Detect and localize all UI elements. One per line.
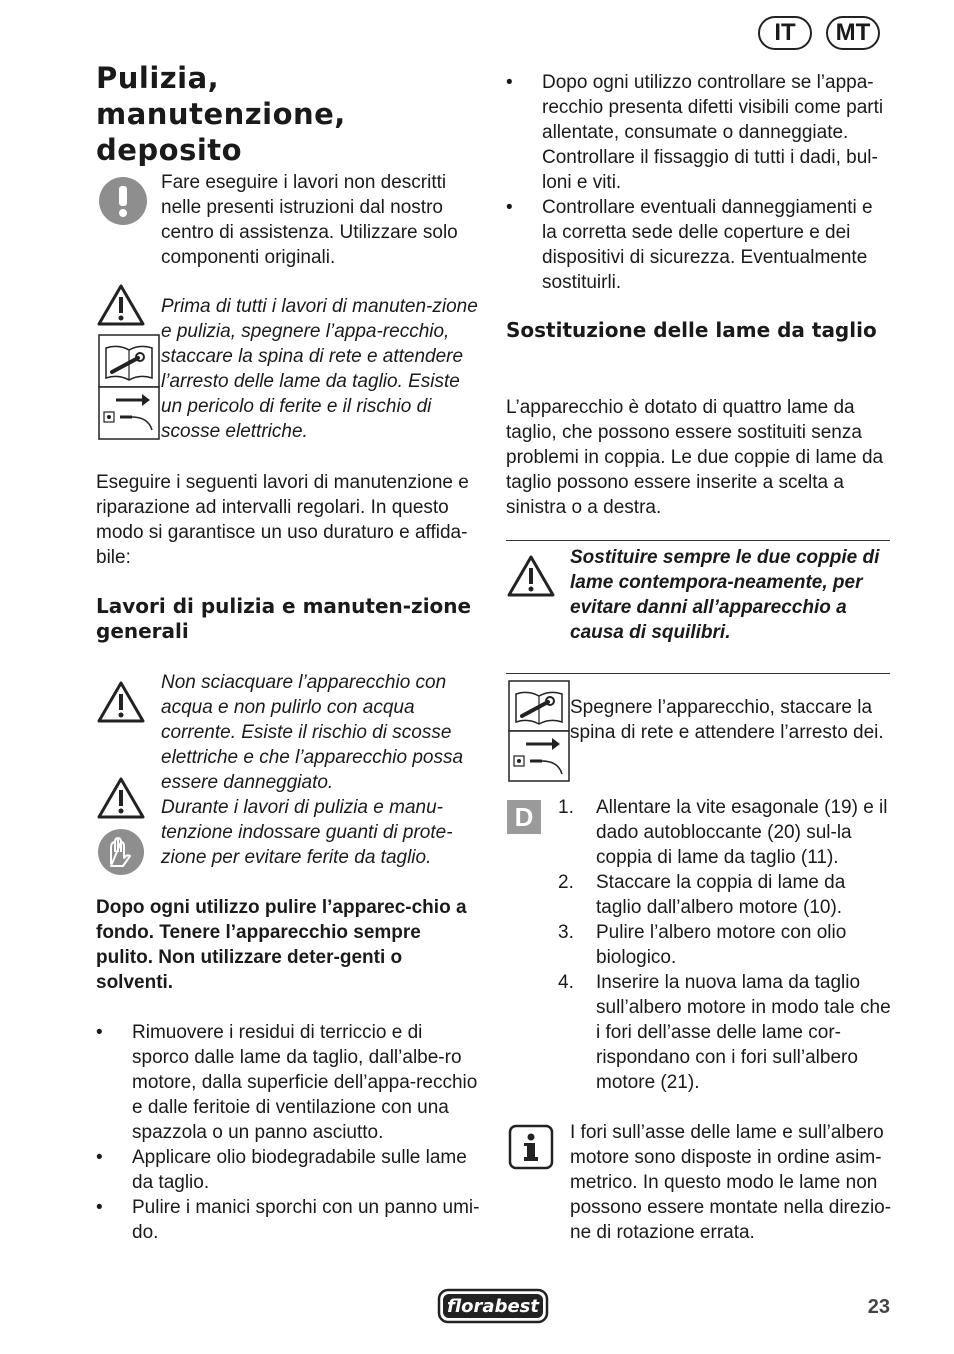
intro-text: Eseguire i seguenti lavori di manutenzione e riparazione ad intervalli regolari. In questo modo si garantisce un uso duraturo e affida-bile:	[96, 472, 469, 568]
figure-label-badge: D	[507, 800, 541, 834]
warning-triangle-icon	[97, 283, 145, 327]
list-item: • Controllare eventuali danneggiamenti e la corretta sede delle coperture e dei dispositivi di sicurezza. Eventualmente sostituirli.	[506, 195, 890, 295]
manual-and-unplug-icon	[98, 334, 160, 440]
svg-text:florabest: florabest	[447, 1296, 539, 1317]
warning-unplug-text: Prima di tutti i lavori di manuten-zione e pulizia, spegnere l’appa-recchio, staccare la spina di rete e attendere l’arresto delle lame da taglio. Esiste un pericolo di ferite e il rischio di scosse elettriche.	[161, 296, 478, 442]
step-text: Allentare la vite esagonale (19) e il dado autobloccante (20) sul-la coppia di lame da taglio (11).	[596, 797, 888, 868]
title-line: Pulizia,	[96, 61, 220, 95]
florabest-logo	[437, 1284, 549, 1326]
cleaning-bullet-list	[96, 1020, 480, 1245]
exclamation-circle-icon	[98, 176, 148, 226]
step-text: Inserire la nuova lama da taglio sull’albero motore in modo tale che i fori dell’asse delle lame cor-rispondano con i fori sull’albero motore (21).	[596, 972, 891, 1093]
list-item	[558, 970, 892, 1095]
title-line: manutenzione,	[96, 97, 346, 131]
blades-intro-text: L’apparecchio è dotato di quattro lame da taglio, che possono essere sostituiti senza problemi in coppia. Le due coppie di lame da taglio possono essere inserite a scelta a sinistra o a destra.	[506, 397, 884, 518]
blades-warning-text: Sostituire sempre le due coppie di lame contempora-neamente, per evitare danni all’apparecchio a causa di squilibri.	[570, 547, 880, 643]
warning-rinse-text: Non sciacquare l’apparecchio con acqua e non pulirlo con acqua corrente. Esiste il rischio di scosse elettriche e che l’apparecchio possa essere danneggiato.	[161, 672, 464, 793]
language-badge-mt: MT	[826, 16, 880, 50]
divider	[506, 540, 890, 541]
step-number: 1.	[558, 797, 574, 818]
section-heading-blades: Sostituzione delle lame da taglio	[506, 318, 877, 342]
page-title	[96, 60, 476, 168]
list-item	[558, 870, 892, 920]
list-item: • Applicare olio biodegradabile sulle lame da taglio.	[96, 1145, 480, 1195]
inspection-bullet-list	[506, 70, 890, 295]
manual-and-unplug-icon	[508, 680, 570, 782]
list-item: • Dopo ogni utilizzo controllare se l’appa-recchio presenta difetti visibili come parti allentate, consumate o danneggiate. Controllare il fissaggio di tutti i dadi, bul-loni e viti.	[506, 70, 890, 195]
warning-triangle-icon	[507, 554, 555, 598]
warning-triangle-icon	[97, 776, 145, 820]
list-item	[558, 795, 892, 870]
divider	[506, 673, 890, 674]
steps-list	[558, 795, 892, 1095]
title-line: deposito	[96, 133, 243, 167]
notice-text: Fare eseguire i lavori non descritti nelle presenti istruzioni dal nostro centro di assistenza. Utilizzare solo componenti originali.	[161, 172, 458, 268]
step-text: Staccare la coppia di lame da taglio dall’albero motore (10).	[596, 872, 846, 918]
power-off-text: Spegnere l’apparecchio, staccare la spina di rete e attendere l’arresto dei.	[570, 697, 884, 743]
gloves-icon	[97, 828, 145, 876]
step-number: 3.	[558, 922, 574, 943]
step-number: 2.	[558, 872, 574, 893]
warning-triangle-icon	[97, 680, 145, 724]
list-item	[558, 920, 892, 970]
language-badge-it: IT	[758, 16, 812, 50]
info-icon	[508, 1124, 554, 1170]
page-number: 23	[867, 1296, 890, 1318]
section-heading-general: Lavori di pulizia e manuten-zione generali	[96, 594, 472, 643]
warning-gloves-text: Durante i lavori di pulizia e manu-tenzione indossare guanti di prote-zione per evitare ferite da taglio.	[161, 797, 453, 868]
list-item: • Rimuovere i residui di terriccio e di sporco dalle lame da taglio, dall’albe-ro motore, dalla superficie dell’appa-recchio e dalle feritoie di ventilazione con una spazzola o un panno asciutto.	[96, 1020, 480, 1145]
cleaning-bold-note: Dopo ogni utilizzo pulire l’apparec-chio a fondo. Tenere l’apparecchio sempre pulito. Non utilizzare deter-genti o solventi.	[96, 897, 467, 993]
step-number: 4.	[558, 972, 574, 993]
list-item: • Pulire i manici sporchi con un panno umi-do.	[96, 1195, 480, 1245]
step-text: Pulire l’albero motore con olio biologico.	[596, 922, 847, 968]
info-text: I fori sull’asse delle lame e sull’albero motore sono disposte in ordine asim-metrico. In questo modo le lame non possono essere montate nella direzio-ne di rotazione errata.	[570, 1122, 892, 1243]
